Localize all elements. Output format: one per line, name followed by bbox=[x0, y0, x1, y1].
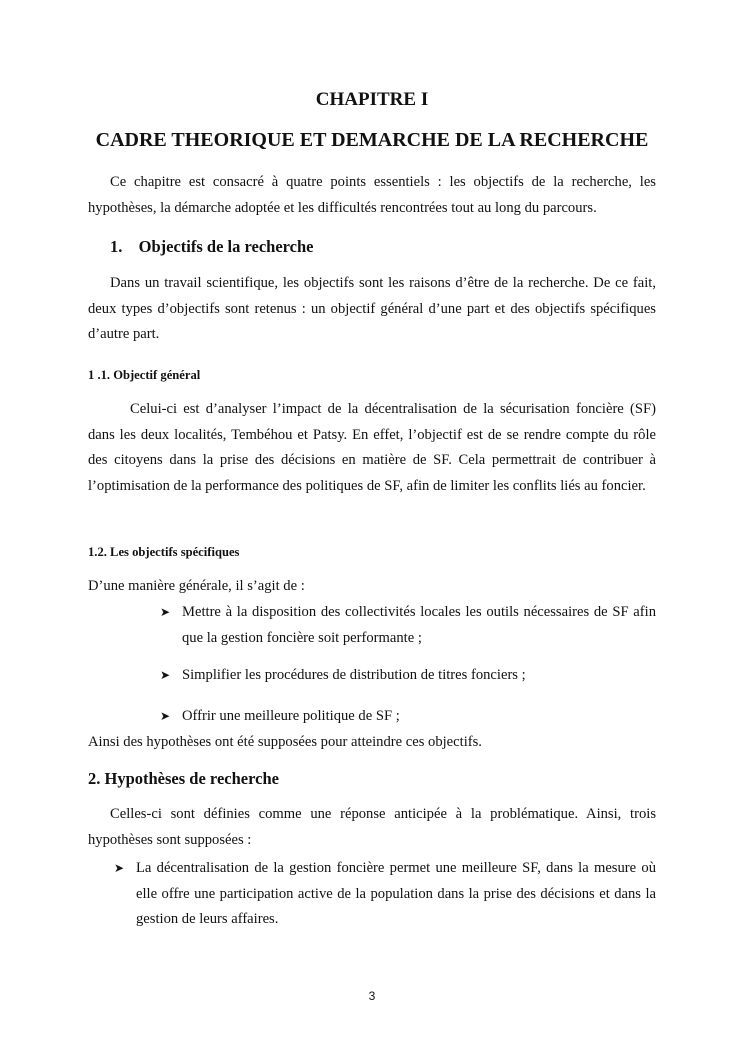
sub2-heading: 1.2. Les objectifs spécifiques bbox=[88, 545, 240, 559]
objective-bullet-1 bbox=[160, 600, 656, 651]
sub1-heading: 1 .1. Objectif général bbox=[88, 368, 201, 382]
sub2-closing: Ainsi des hypothèses ont été supposées pour atteindre ces objectifs. bbox=[88, 734, 482, 750]
chapter-number: CHAPITRE I bbox=[315, 89, 429, 110]
objective-bullet-2 bbox=[160, 663, 656, 689]
objective-bullet-3 bbox=[160, 704, 656, 730]
sub1-paragraph: Celui-ci est d’analyser l’impact de la décentralisation de la sécurisation foncière (SF) dans les deux localités, Tembéhou et Patsy. En effet, l’objectif est de se rendre compte du rôle des citoyens dans la prise des décisions en matière de SF. Cela permettrait de contribuer à l’optimisation de la performance des politiques de SF, afin de limiter les conflits liés au foncier. bbox=[88, 401, 656, 495]
section1-paragraph: Dans un travail scientifique, les objectifs sont les raisons d’être de la recherche. De ce fait, deux types d’objectifs sont retenus : un objectif général d’une part et des objectifs spécifiques d’autre part. bbox=[88, 275, 656, 343]
section2-heading: 2. Hypothèses de recherche bbox=[88, 769, 279, 788]
hypothesis-bullet-text: La décentralisation de la gestion foncière permet une meilleure SF, dans la mesure où elle offre une participation active de la population dans la prise des décisions et dans la gestion de leurs affaires. bbox=[136, 860, 656, 928]
arrow-bullet-icon: ➤ bbox=[160, 605, 171, 619]
section1-heading bbox=[110, 237, 314, 257]
page-number: 3 bbox=[368, 989, 376, 1003]
sub2-lead: D’une manière générale, il s’agit de : bbox=[88, 578, 305, 594]
section1-title: Objectifs de la recherche bbox=[138, 237, 314, 256]
section1-number: 1. bbox=[110, 237, 123, 256]
chapter-title: CADRE THEORIQUE ET DEMARCHE DE LA RECHERCHE bbox=[95, 129, 649, 151]
objective-bullet-text: Mettre à la disposition des collectivités locales les outils nécessaires de SF afin que la gestion foncière soit performante ; bbox=[182, 604, 656, 646]
hypothesis-bullet-1 bbox=[114, 856, 656, 933]
arrow-bullet-icon: ➤ bbox=[160, 709, 171, 723]
arrow-bullet-icon: ➤ bbox=[114, 861, 125, 875]
arrow-bullet-icon: ➤ bbox=[160, 668, 171, 682]
objective-bullet-text: Offrir une meilleure politique de SF ; bbox=[182, 708, 400, 724]
objective-bullet-text: Simplifier les procédures de distribution de titres fonciers ; bbox=[182, 667, 526, 683]
intro-paragraph: Ce chapitre est consacré à quatre points essentiels : les objectifs de la recherche, les hypothèses, la démarche adoptée et les difficultés rencontrées tout au long du parcours. bbox=[88, 174, 656, 216]
section2-paragraph: Celles-ci sont définies comme une réponse anticipée à la problématique. Ainsi, trois hypothèses sont supposées : bbox=[88, 806, 656, 848]
